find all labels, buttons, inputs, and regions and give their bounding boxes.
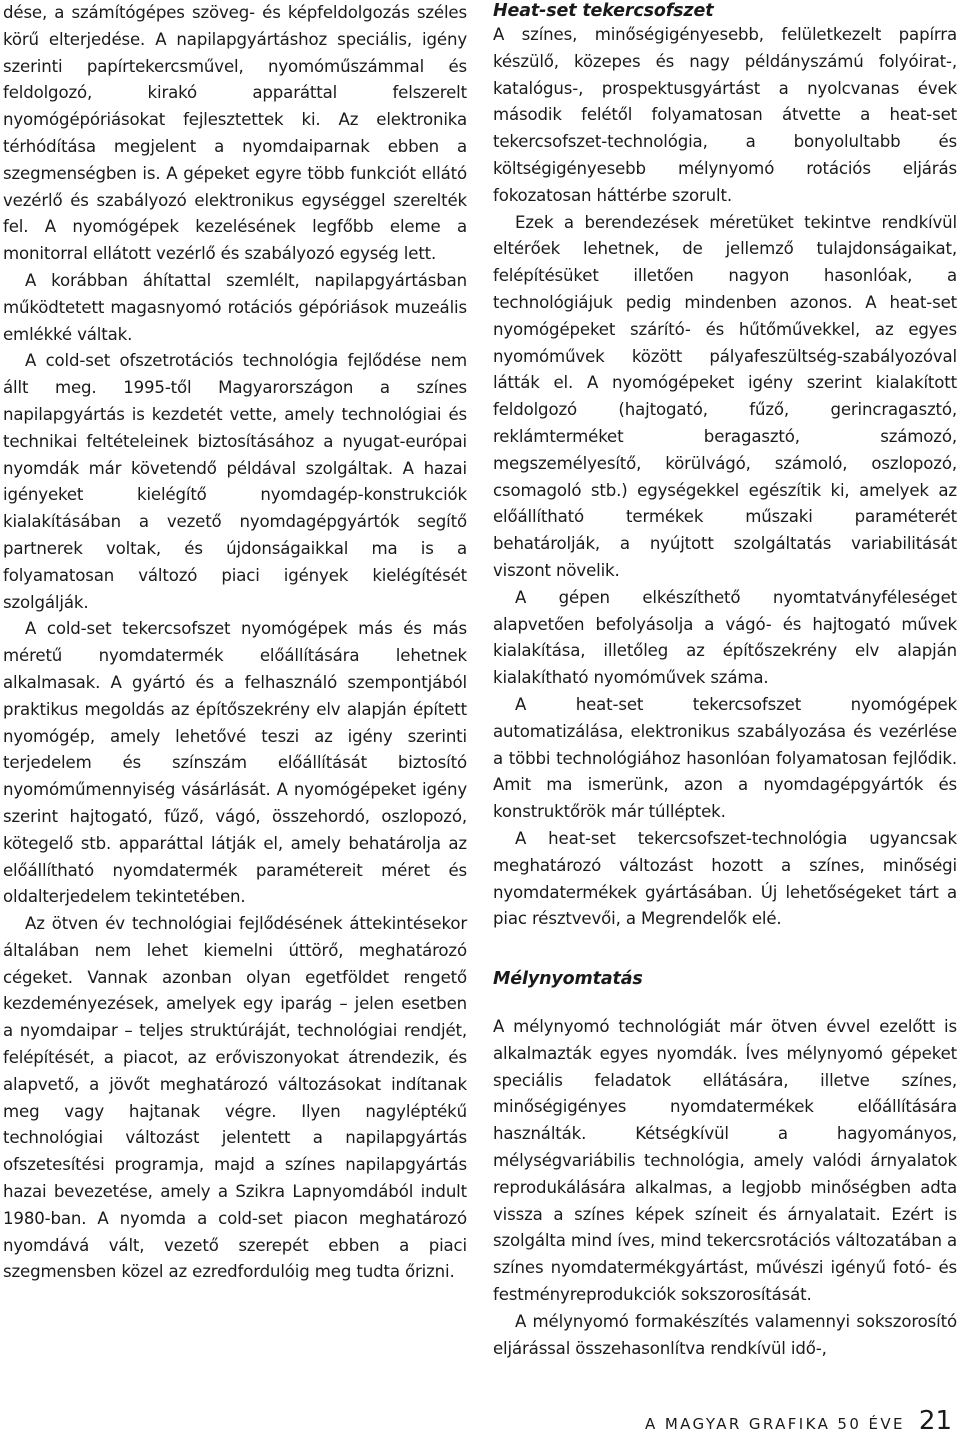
body-paragraph: A gépen elkészíthető nyomtatványféleséget alapvetően befolyásolja a vágó- és hajtogató művek kialakítása, illetőleg az építőszekrény elv alapján kialakítható nyomóművek száma. [493, 587, 957, 688]
left-column [3, 0, 467, 1286]
body-paragraph: A heat-set tekercsofszet nyomógépek automatizálása, elektronikus szabályozása és vezérlése a többi technológiához hasonlóan folyamatosan fejlődik. Amit ma ismerünk, azon a nyomdagépgyártók és konstruktőrök már túlléptek. [493, 694, 957, 822]
section-heading-heat-set: Heat-set tekercsofszet [493, 1, 714, 21]
body-paragraph: A heat-set tekercsofszet-technológia ugyancsak meghatározó változást hozott a színes, minőségi nyomdatermékek gyártásában. Új lehetőségeket tárt a piac résztvevői, a Megrendelők elé. [493, 828, 957, 929]
body-paragraph: A cold-set tekercsofszet nyomógépek más és más méretű nyomdatermék előállítására lehetnek alkalmasak. A gyártó és a felhasználó szempontjából praktikus megoldás az építőszekrény elv alapján épített nyomógép, amely lehetővé teszi az igény szerinti terjedelem és színszám előállítását biztosító nyomóműmennyiség vásárlását. A nyomógépeket igény szerint hajtogató, fűző, vágó, összehordó, oszlopozó, kötegelő stb. apparáttal látják el, amely behatárolja az előállítható nyomdatermék paramétereit méret és oldalterjedelem tekintetében. [3, 619, 467, 907]
body-paragraph: A mélynyomó formakészítés valamennyi sokszorosító eljárással összehasonlítva rendkívül idő-, [493, 1311, 957, 1358]
page-number: 21 [918, 1406, 952, 1436]
body-paragraph: Az ötven év technológiai fejlődésének áttekintésekor általában nem lehet kiemelni úttörő, meghatározó cégeket. Vannak azonban olyan egetföldet rengető kezdeményezések, amelyek egy iparág – jelen esetben a nyomdaipar – teljes struktúráját, technológiai rendjét, felépítését, a piacot, az erőviszonyokat átrendezik, és alapvető, a jövőt meghatározó változásokat indítanak meg vagy hajtanak végre. Ilyen nagyléptékű technológiai változást jelentett a napilapgyártás ofszetesítési programja, majd a színes napilapgyártás hazai bevezetése, amely a Szikra Lapnyomdából indult 1980-ban. A nyomda a cold-set piacon meghatározó nyomdává vált, vezető szerepét ebben a piaci szegmensben közel az ezredfordulóig meg tudta őrizni. [3, 914, 467, 1282]
body-paragraph: Ezek a berendezések méretüket tekintve rendkívül eltérőek lehetnek, de jellemző tulajdonságaikat, felépítésüket illetően nagyon hasonlóak, a technológiájuk pedig mindenben azonos. A heat-set nyomógépeket szárító- és hűtőművekkel, az egyes nyomóművek között pályafeszültség-szabályozóval látták el. A nyomógépeket igény szerint kialakított feldolgozó (hajtogató, fűző, gerincragasztó, reklámterméket beragasztó, számozó, megszemélyesítő, körülvágó, számoló, oszlopozó, csomagoló stb.) egységekkel egészítik ki, amelyek az előállítható termékek műszaki paraméterét behatárolják, a nyújtott szolgáltatás variabilitását viszont növelik. [493, 212, 957, 580]
body-paragraph: A cold-set ofszetrotációs technológia fejlődése nem állt meg. 1995-től Magyarországon a színes napilapgyártás is kezdetét vette, amely technológiai és technikai feltételeinek biztosításához a nyugat-európai nyomdák már követendő példával szolgáltak. A hazai igényeket kielégítő nyomdagép-konstrukciók kialakításában a vezető nyomdagépgyártók segítő partnerek voltak, és újdonságaikkal ma is a folyamatosan változó piaci igények kielégítését szolgálják. [3, 351, 467, 612]
section-heading-melynyomtatas: Mélynyomtatás [493, 969, 643, 990]
right-column [493, 0, 957, 1362]
body-paragraph: dése, a számítógépes szöveg- és képfeldolgozás széles körű elterjedése. A napilapgyártáshoz speciális, igény szerinti papírtekercsművel, nyomóműszámmal és feldolgozó, kirakó apparáttal felszerelt nyomógépóriásokat fejlesztettek ki. Az elektronika térhódítása megjelent a nyomdaiparnak ebben a szegmenségben is. A gépeket egyre több funkciót ellátó vezérlő és szabályozó elektronikus egységgel szerelték fel. A nyomógépek kezelésének legfőbb eleme a monitorral ellátott vezérlő és szabályozó egység lett. [3, 3, 467, 264]
page-footer [0, 1406, 952, 1436]
body-paragraph: A színes, minőségigényesebb, felületkezelt papírra készülő, közepes és nagy példányszámú folyóirat-, katalógus-, prospektusgyártást a nyolcvanas évek második felétől folyamatosan átvette a heat-set tekercsofszet-technológia, a bonyolultabb és költségigényesebb mélynyomó rotációs eljárás fokozatosan háttérbe szorult. [493, 25, 957, 205]
body-paragraph: A mélynyomó technológiát már ötven évvel ezelőtt is alkalmazták egyes nyomdák. Íves mélynyomó gépeket speciális feladatok ellátására, illetve színes, minőségigényes nyomdatermékek előállítására használták. Kétségkívül a hagyományos, mélységvariábilis technológia, amely valódi árnyalatok reprodukálására alkalmas, a legjobb minőségben adta vissza a színes képek színeit és árnyalatait. Ezért is szolgálta mind íves, mind tekercsrotációs változatában a színes nyomdatermékgyártást, művészi igényű fotó- és festményreprodukciók sokszorosítását. [493, 1017, 957, 1305]
publication-title: A MAGYAR GRAFIKA 50 ÉVE [644, 1415, 905, 1433]
body-paragraph: A korábban áhítattal szemlélt, napilapgyártásban működtetett magasnyomó rotációs gépóriások muzeális emlékké váltak. [3, 270, 467, 344]
